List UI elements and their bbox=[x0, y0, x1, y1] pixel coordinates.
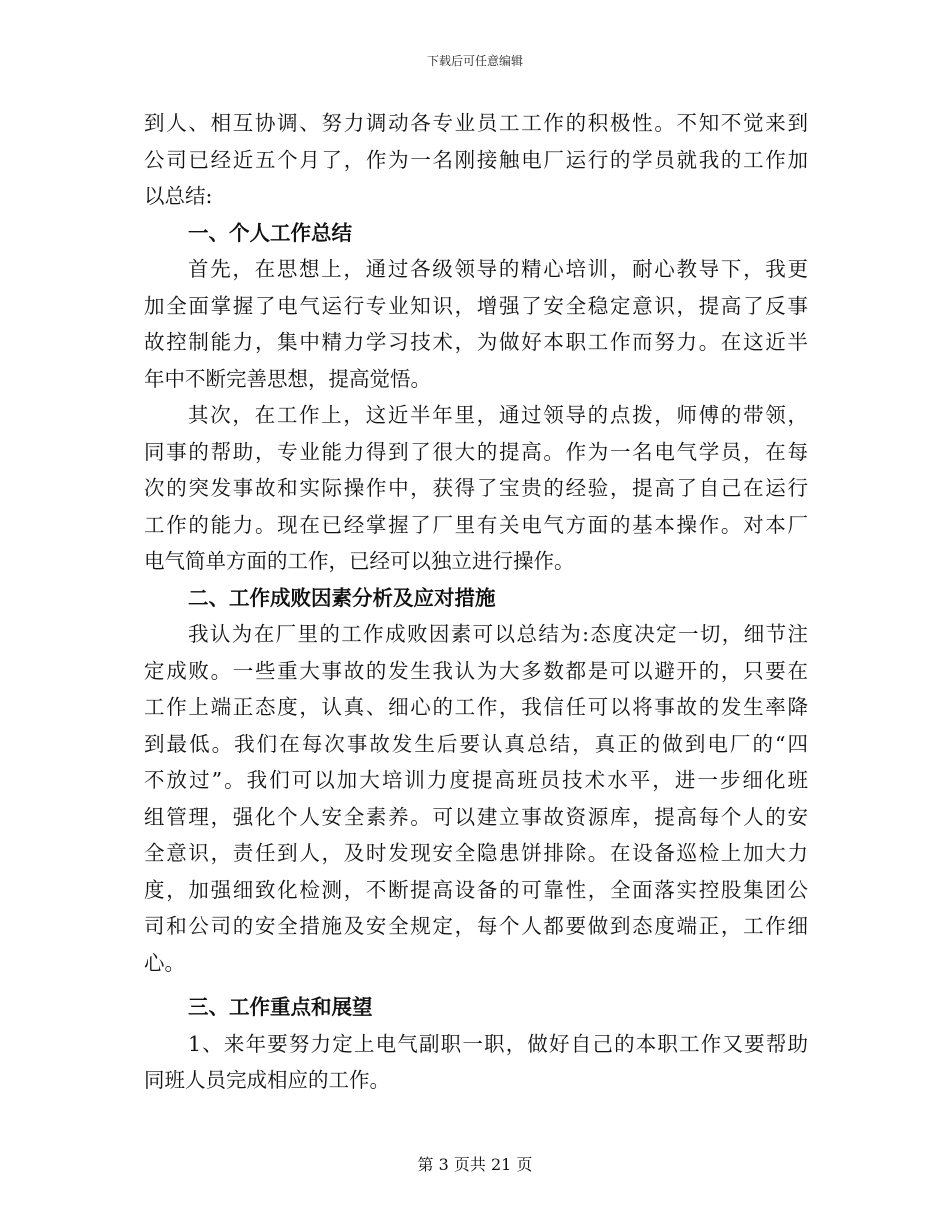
paragraph-line: 1、来年要努力定上电气副职一职，做好自己的本职工作又要帮助 bbox=[188, 1031, 808, 1056]
paragraph-line: 电气简单方面的工作，已经可以独立进行操作。 bbox=[144, 549, 575, 573]
paragraph-line: 首先，在思想上，通过各级领导的精心培训，耐心教导下，我更 bbox=[188, 257, 808, 281]
paragraph-gap bbox=[144, 981, 808, 989]
paragraph-line: 到最低。我们在每次事故发生后要认真总结，真正的做到电厂的“四 bbox=[144, 731, 808, 756]
paragraph-line: 故控制能力，集中精力学习技术，为做好本职工作而努力。在这近半 bbox=[144, 330, 808, 354]
paragraph-line: 定成败。一些重大事故的发生我认为大多数都是可以避开的，只要在 bbox=[144, 658, 808, 683]
paragraph-line: 同事的帮助，专业能力得到了很大的提高。作为一名电气学员，在每 bbox=[144, 439, 808, 464]
document-body bbox=[144, 105, 808, 1099]
paragraph-line: 工作的能力。现在已经掌握了厂里有关电气方面的基本操作。对本厂 bbox=[144, 512, 808, 537]
paragraph-line: 公司已经近五个月了，作为一名刚接触电厂运行的学员就我的工作加 bbox=[144, 147, 808, 172]
paragraph-line: 次的突发事故和实际操作中，获得了宝贵的经验，提高了自己在运行 bbox=[144, 476, 808, 500]
paragraph-line: 心。 bbox=[144, 950, 185, 975]
page-header: 下载后可任意编辑 bbox=[426, 54, 523, 68]
paragraph-line: 加全面掌握了电气运行专业知识，增强了安全稳定意识，提高了反事 bbox=[144, 293, 808, 318]
paragraph-line: 其次，在工作上，这近半年里，通过领导的点拨，师傅的带领， bbox=[188, 403, 808, 427]
page-number: 第 3 页共 21 页 bbox=[417, 1155, 533, 1174]
paragraph-line: 全意识，责任到人，及时发现安全隐患饼排除。在设备巡检上加大力 bbox=[144, 841, 808, 865]
paragraph-line: 年中不断完善思想，提高觉悟。 bbox=[144, 366, 431, 391]
paragraph-line: 到人、相互协调、努力调动各专业员工工作的积极性。不知不觉来到 bbox=[144, 111, 808, 135]
section-heading-success-factors: 二、工作成败因素分析及应对措施 bbox=[188, 585, 496, 610]
paragraph-line: 度，加强细致化检测，不断提高设备的可靠性，全面落实控股集团公 bbox=[144, 877, 808, 902]
paragraph-line: 我认为在厂里的工作成败因素可以总结为:态度决定一切，细节注 bbox=[188, 622, 808, 646]
section-heading-focus-outlook: 三、工作重点和展望 bbox=[188, 995, 373, 1019]
paragraph-line: 不放过”。我们可以加大培训力度提高班员技术水平，进一步细化班 bbox=[144, 768, 808, 792]
paragraph-line: 同班人员完成相应的工作。 bbox=[144, 1068, 390, 1092]
paragraph-line: 组管理，强化个人安全素养。可以建立事故资源库，提高每个人的安 bbox=[144, 804, 808, 829]
paragraph-line: 工作上端正态度，认真、细心的工作，我信任可以将事故的发生率降 bbox=[144, 695, 808, 719]
paragraph-line: 以总结: bbox=[144, 184, 213, 208]
paragraph-line: 司和公司的安全措施及安全规定，每个人都要做到态度端正，工作细 bbox=[144, 914, 808, 938]
section-heading-personal-summary: 一、个人工作总结 bbox=[188, 220, 352, 245]
